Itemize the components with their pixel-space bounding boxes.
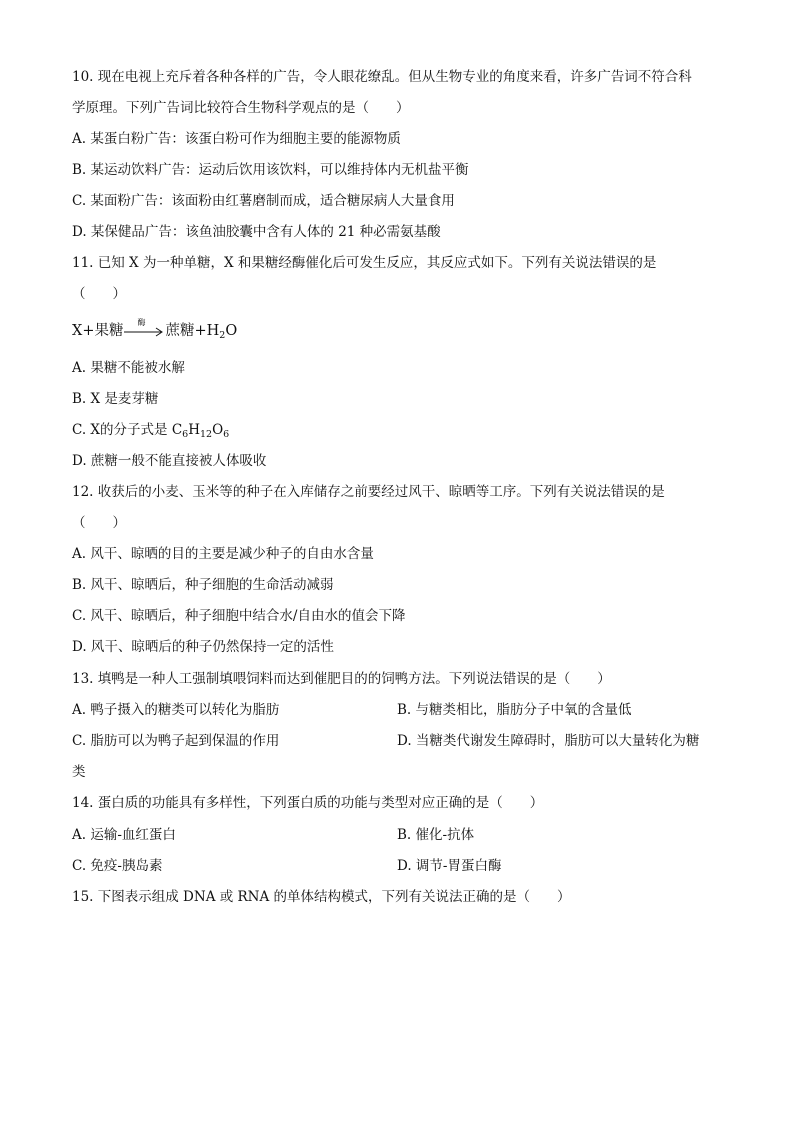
q15-stem: 15. 下图表示组成 DNA 或 RNA 的单体结构模式，下列有关说法正确的是（ ） [72, 889, 571, 905]
q14-option-d: D. 调节-胃蛋白酶 [397, 858, 502, 874]
q11-stem-line1: 11. 已知 X 为一种单糖，X 和果糖经酶催化后可发生反应，其反应式如下。下列有关说法错误的是 [72, 255, 657, 271]
q12-option-b: B. 风干、晾晒后，种子细胞的生命活动减弱 [72, 577, 334, 593]
q13-option-a: A. 鸭子摄入的糖类可以转化为脂肪 [72, 702, 280, 718]
q13-option-b: B. 与糖类相比，脂肪分子中氧的含量低 [397, 702, 632, 718]
equation-products: 蔗糖+H [165, 323, 220, 339]
q13-option-d-continued: 类 [72, 764, 86, 780]
q11-stem-line2: （ ） [72, 286, 126, 302]
q14-option-b: B. 催化-抗体 [397, 827, 475, 843]
q10-stem-line2: 学原理。下列广告词比较符合生物科学观点的是（ ） [72, 100, 410, 116]
q13-stem: 13. 填鸭是一种人工强制填喂饲料而达到催肥目的的饲鸭方法。下列说法错误的是（ ） [72, 671, 611, 687]
q14-stem: 14. 蛋白质的功能具有多样性，下列蛋白质的功能与类型对应正确的是（ ） [72, 795, 544, 811]
q11-option-d: D. 蔗糖一般不能直接被人体吸收 [72, 453, 267, 469]
q12-option-d: D. 风干、晾晒后的种子仍然保持一定的活性 [72, 639, 334, 655]
q10-option-c: C. 某面粉广告：该面粉由红薯磨制而成，适合糖尿病人大量食用 [72, 193, 455, 209]
enzyme-label: 酶 [137, 318, 146, 327]
q11-option-a: A. 果糖不能被水解 [72, 360, 185, 376]
reaction-equation: X+果糖 酶 蔗糖$+H_2O$ [72, 318, 238, 341]
q10-stem-line1: 10. 现在电视上充斥着各种各样的广告，令人眼花缭乱。但从生物专业的角度来看，许多广告词不符合科 [72, 69, 692, 85]
q12-option-c: C. 风干、晾晒后，种子细胞中结合水/自由水的值会下降 [72, 608, 406, 624]
reaction-arrow-icon [123, 318, 165, 341]
q13-option-c: C. 脂肪可以为鸭子起到保温的作用 [72, 733, 280, 749]
q12-stem-line1: 12. 收获后的小麦、玉米等的种子在入库储存之前要经过风干、晾晒等工序。下列有关说法错误的是 [72, 484, 665, 500]
q12-stem-line2: （ ） [72, 515, 126, 531]
q10-option-d: D. 某保健品广告：该鱼油胶囊中含有人体的 21 种必需氨基酸 [72, 224, 441, 240]
equation-reactants: X+果糖 [72, 323, 124, 339]
q12-option-a: A. 风干、晾晒的目的主要是减少种子的自由水含量 [72, 546, 374, 562]
q14-option-a: A. 运输-血红蛋白 [72, 827, 176, 843]
q13-option-d: D. 当糖类代谢发生障碍时，脂肪可以大量转化为糖 [397, 733, 700, 749]
q10-option-a: A. 某蛋白粉广告：该蛋白粉可作为细胞主要的能源物质 [72, 131, 401, 147]
q11-option-c: C. X的分子式是 $C_6H_{12}O_6$ [72, 422, 230, 440]
q10-option-b: B. 某运动饮料广告：运动后饮用该饮料，可以维持体内无机盐平衡 [72, 162, 469, 178]
q11-option-b: B. X 是麦芽糖 [72, 391, 159, 407]
q14-option-c: C. 免疫-胰岛素 [72, 858, 163, 874]
